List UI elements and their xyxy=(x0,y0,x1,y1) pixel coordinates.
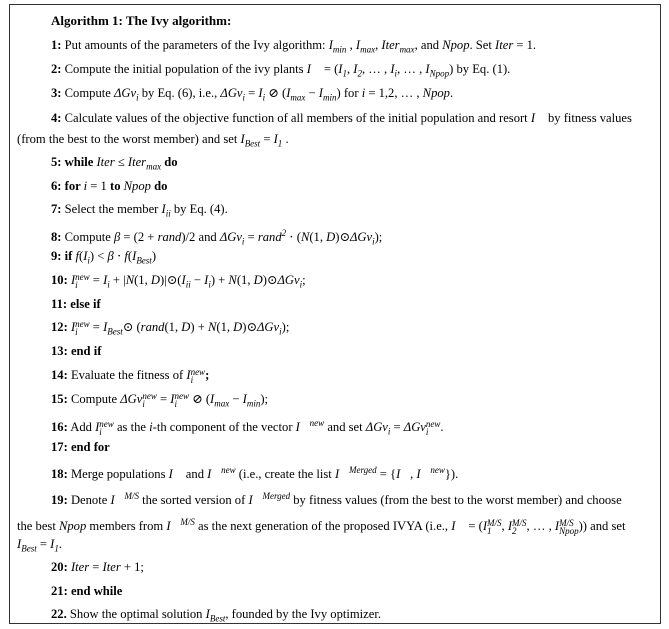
line-number: 19: xyxy=(51,493,68,508)
line-number: 2: xyxy=(51,62,62,76)
algorithm-line: 1: Put amounts of the parameters of the Ivy algorithm: $I_{min}$ , $I_{max}$, Iter$_{max}$, and Npop. Set Iter = 1. xyxy=(51,38,537,55)
algorithm-line: 5: while Iter ≤ Iter$_{max}$ do xyxy=(51,155,178,172)
line-number: 12: xyxy=(51,320,68,334)
algorithm-line: 20: Iter = Iter + 1; xyxy=(51,560,144,574)
line-number: 3: xyxy=(51,86,62,100)
line-number: 20: xyxy=(51,560,68,574)
line-number: 21: xyxy=(51,584,68,598)
algorithm-line: 2: Compute the initial population of the ivy plants I⃗ = ($I_1$, $I_2$, … , $I_i$, … , $I_{Npop}$) by Eq. (1). xyxy=(51,62,511,79)
line-number: 15: xyxy=(51,392,68,406)
line-number: 4: xyxy=(51,111,62,125)
algorithm-line: 8: Compute β = (2 + rand)/2 and ΔGv$_i$ = rand$^2$ ⋅ (N(1, D)⊙ΔGv$_i$); xyxy=(51,228,383,247)
line-number: 16: xyxy=(51,420,68,435)
algorithm-line: 12: I new i = $I_{Best}⊙$ (rand(1, D) + N(1, D)⊙ΔGv$_i$); xyxy=(51,319,290,338)
line-number: 10: xyxy=(51,273,68,287)
algorithm-line: 13: end if xyxy=(51,344,102,358)
line-number: 13: xyxy=(51,344,68,358)
algorithm-line: (from the best to the worst member) and set $I_{Best} = I_1$ . xyxy=(17,132,289,149)
line-number: 6: xyxy=(51,179,62,193)
line-number: 7: xyxy=(51,202,62,216)
algorithm-line: 11: else if xyxy=(51,297,101,311)
line-number: 17: xyxy=(51,440,68,454)
algorithm-line: 3: Compute ΔGv$_i$ by Eq. (6), i.e., $\Delta Gv_i = I_i$ ⊘ $(I_{max} - I_{min})$ for i = 1,2, … , Npop. xyxy=(51,86,454,103)
algorithm-line: 14: Evaluate the fitness of I new i ; xyxy=(51,367,210,386)
algorithm-line: 19: Denote I⃗$^{M/S}$ the sorted version of I⃗$^{Merged}$ by fitness values (from the best to the worst member) and choose xyxy=(51,491,622,508)
algorithm-line: 6: for i = 1 to Npop do xyxy=(51,179,168,193)
algorithm-line: 9: if $f(I_i) < \beta \cdot f(I_{Best})$ xyxy=(51,249,157,266)
algorithm-line: 17: end for xyxy=(51,440,110,454)
algorithm-line: 15: Compute ΔGv new i = I new i ⊘ $(I_{max} - I_{min})$; xyxy=(51,391,269,410)
algorithm-line: 4: Calculate values of the objective function of all members of the initial population and resort I⃗ by fitness values xyxy=(51,111,632,125)
algorithm-line: 7: Select the member $I_{ii}$ by Eq. (4). xyxy=(51,202,228,219)
line-number: 14: xyxy=(51,368,68,382)
algorithm-line: 18: Merge populations I⃗ and I⃗$^{new}$ (i.e., create the list I⃗$^{Merged}$ = {I⃗, I⃗$^{new}$}). xyxy=(51,465,459,482)
algorithm-line: 22. Show the optimal solution $I_{Best}$, founded by the Ivy optimizer. xyxy=(51,607,381,624)
line-number: 11: xyxy=(51,297,68,311)
line-number: 8: xyxy=(51,230,62,245)
algorithm-box xyxy=(9,4,661,624)
line-number: 1: xyxy=(51,38,62,52)
line-number: 9: xyxy=(51,249,62,263)
algorithm-line: 10: I new i = $I_i + |N(1$, $D)|⊙(I_{ii} - I_i) + N(1$, D)⊙ΔGv$_i$; xyxy=(51,272,306,291)
algorithm-line: 16: Add I new i as the i-th component of the vector I⃗$^{new}$ and set ΔGv$_i$ = ΔGv new i . xyxy=(51,418,444,438)
algorithm-title: Algorithm 1: The Ivy algorithm: xyxy=(51,13,232,28)
algorithm-line: 21: end while xyxy=(51,584,123,598)
algorithm-line: the best Npop members from I⃗$^{M/S}$ as the next generation of the proposed IVYA (i.e., I⃗ = (I M/S 1 , I M/S 2 , … , I M/S Npop )) and set xyxy=(17,517,626,537)
line-number: 5: xyxy=(51,155,62,169)
line-number: 22. xyxy=(51,607,67,621)
line-number: 18: xyxy=(51,467,68,482)
algorithm-line: $I_{Best} = I_1$. xyxy=(17,537,62,554)
